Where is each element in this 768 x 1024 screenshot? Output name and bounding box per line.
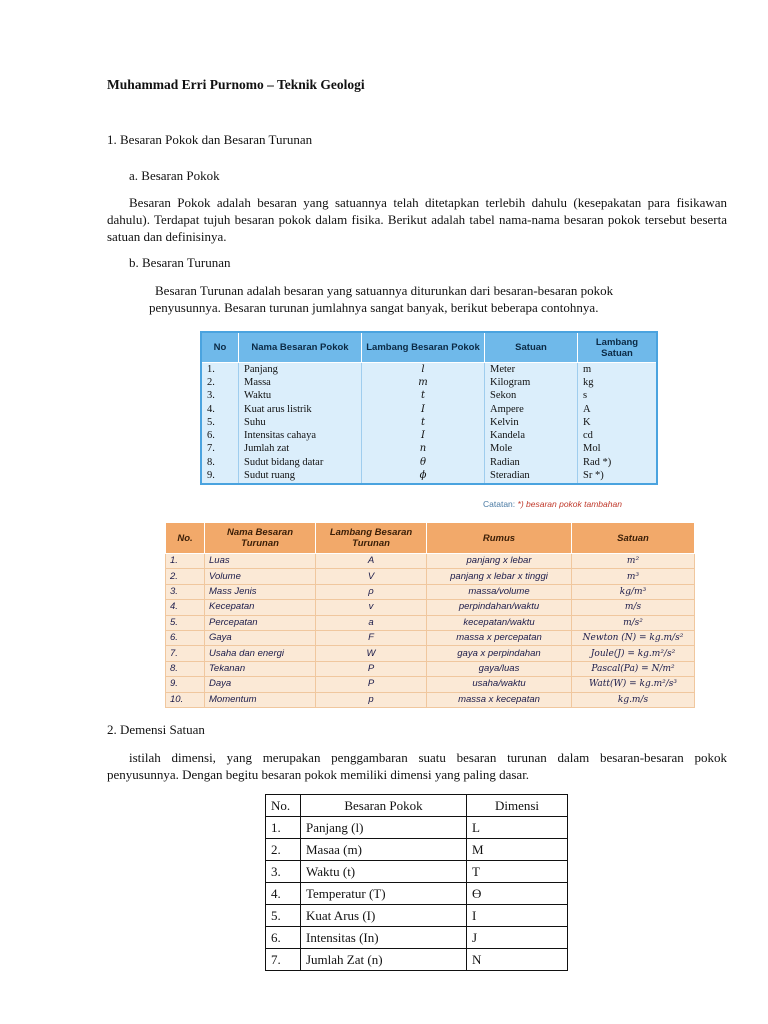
- table-cell: Steradian: [485, 469, 578, 483]
- table-header-row: [266, 795, 568, 817]
- table-cell: perpindahan/waktu: [427, 600, 572, 615]
- header-no: No.: [166, 523, 205, 554]
- table-cell: A: [578, 403, 658, 416]
- table-row: [166, 554, 695, 569]
- table-cell: Volume: [205, 569, 316, 584]
- table-row: [266, 949, 568, 971]
- table-cell: Intensitas (In): [301, 927, 467, 949]
- table-body: [266, 817, 568, 971]
- header-no: No: [201, 332, 239, 363]
- table-body: [166, 554, 695, 708]
- table-row: [266, 927, 568, 949]
- table-cell: t: [362, 416, 485, 429]
- table-cell: 1.: [266, 817, 301, 839]
- table-cell: gaya x perpindahan: [427, 646, 572, 661]
- table-cell: gaya/luas: [427, 661, 572, 676]
- table-cell: F: [316, 630, 427, 645]
- table-cell: ϕ: [362, 469, 485, 483]
- header-nama: Nama Besaran Pokok: [239, 332, 362, 363]
- table-cell: Ampere: [485, 403, 578, 416]
- table-cell: 8.: [201, 456, 239, 469]
- table-cell: Masaa (m): [301, 839, 467, 861]
- table-cell: T: [467, 861, 568, 883]
- table-cell: Sr *): [578, 469, 658, 483]
- table-header-row: [201, 332, 657, 363]
- table-cell: I: [362, 429, 485, 442]
- table-cell: m/s: [572, 600, 695, 615]
- subsection-b-heading: b. Besaran Turunan: [129, 255, 231, 270]
- table-cell: 8.: [166, 661, 205, 676]
- table-header-row: [166, 523, 695, 554]
- header-lambang: Lambang Besaran Pokok: [362, 332, 485, 363]
- table-cell: m³: [572, 569, 695, 584]
- table-cell: t: [362, 390, 485, 403]
- section-2-heading: 2. Demensi Satuan: [107, 722, 205, 737]
- table-row: [201, 456, 657, 469]
- table-row: [166, 630, 695, 645]
- table-cell: 7.: [201, 443, 239, 456]
- document-title: Muhammad Erri Purnomo – Teknik Geologi: [107, 77, 365, 92]
- table-cell: 5.: [201, 416, 239, 429]
- table-cell: θ: [362, 456, 485, 469]
- table-cell: 6.: [266, 927, 301, 949]
- table-cell: ρ: [316, 584, 427, 599]
- table-cell: Temperatur (T): [301, 883, 467, 905]
- table-cell: Tekanan: [205, 661, 316, 676]
- table-cell: J: [467, 927, 568, 949]
- table-cell: Kecepatan: [205, 600, 316, 615]
- header-nama: Nama Besaran Turunan: [205, 523, 316, 554]
- table-cell: Sudut bidang datar: [239, 456, 362, 469]
- table-cell: Watt(W) = kg.m²/s³: [572, 677, 695, 692]
- table-cell: p: [316, 692, 427, 707]
- table-row: [166, 615, 695, 630]
- table-cell: Waktu (t): [301, 861, 467, 883]
- table-row: [201, 376, 657, 389]
- table-cell: kg.m/s: [572, 692, 695, 707]
- table-cell: Kilogram: [485, 376, 578, 389]
- table-cell: 3.: [201, 390, 239, 403]
- table-row: [201, 390, 657, 403]
- table-row: [266, 817, 568, 839]
- table-cell: m/s²: [572, 615, 695, 630]
- table-cell: L: [467, 817, 568, 839]
- table-cell: Gaya: [205, 630, 316, 645]
- section-1-heading: 1. Besaran Pokok dan Besaran Turunan: [107, 132, 313, 147]
- table-dimensi: [265, 794, 568, 971]
- table-cell: Panjang (l): [301, 817, 467, 839]
- table-row: [266, 839, 568, 861]
- table-cell: Intensitas cahaya: [239, 429, 362, 442]
- table-row: [166, 677, 695, 692]
- table-row: [201, 363, 657, 377]
- table-cell: kg/m³: [572, 584, 695, 599]
- header-dimensi: Dimensi: [467, 795, 568, 817]
- header-satuan: Satuan: [572, 523, 695, 554]
- header-rumus: Rumus: [427, 523, 572, 554]
- table-cell: W: [316, 646, 427, 661]
- table-cell: 9.: [166, 677, 205, 692]
- table-cell: Radian: [485, 456, 578, 469]
- table-cell: 4.: [266, 883, 301, 905]
- table-row: [266, 861, 568, 883]
- table-row: [166, 661, 695, 676]
- table-cell: Jumlah Zat (n): [301, 949, 467, 971]
- header-lambang: Lambang Besaran Turunan: [316, 523, 427, 554]
- table-cell: Sekon: [485, 390, 578, 403]
- table-cell: 5.: [166, 615, 205, 630]
- subsection-a-heading: a. Besaran Pokok: [129, 168, 220, 183]
- table-cell: Waktu: [239, 390, 362, 403]
- table-cell: s: [578, 390, 658, 403]
- caption-label: Catatan:: [483, 499, 516, 509]
- header-no: No.: [266, 795, 301, 817]
- table-cell: massa x percepatan: [427, 630, 572, 645]
- table-cell: 3.: [266, 861, 301, 883]
- table-cell: m: [362, 376, 485, 389]
- table-cell: v: [316, 600, 427, 615]
- table-cell: Sudut ruang: [239, 469, 362, 483]
- table-cell: Kuat arus listrik: [239, 403, 362, 416]
- table-cell: Jumlah zat: [239, 443, 362, 456]
- table-row: [166, 692, 695, 707]
- table-cell: Massa: [239, 376, 362, 389]
- table-row: [201, 443, 657, 456]
- table-cell: kecepatan/waktu: [427, 615, 572, 630]
- table-cell: Luas: [205, 554, 316, 569]
- table-body: [201, 363, 657, 484]
- table-row: [201, 416, 657, 429]
- table-row: [166, 584, 695, 599]
- table-row: [266, 905, 568, 927]
- table-cell: 5.: [266, 905, 301, 927]
- table-cell: Momentum: [205, 692, 316, 707]
- table-cell: massa x kecepatan: [427, 692, 572, 707]
- table-cell: Pascal(Pa) = N/m²: [572, 661, 695, 676]
- table-cell: I: [467, 905, 568, 927]
- paragraph-besaran-pokok: Besaran Pokok adalah besaran yang satuannya telah ditetapkan terlebih dahulu (kesepakatan para fisikawan dahulu). Terdapat tujuh besaran pokok dalam fisika. Berikut adalah tabel nama-nama besaran pokok tersebut beserta satuan dan definisinya.: [107, 195, 727, 244]
- table-cell: I: [362, 403, 485, 416]
- table-caption: [483, 499, 622, 509]
- table-cell: 7.: [166, 646, 205, 661]
- table-cell: Daya: [205, 677, 316, 692]
- table-cell: 4.: [201, 403, 239, 416]
- table-cell: 2.: [166, 569, 205, 584]
- table-cell: 6.: [166, 630, 205, 645]
- table-cell: Usaha dan energi: [205, 646, 316, 661]
- table-cell: 1.: [166, 554, 205, 569]
- table-cell: 7.: [266, 949, 301, 971]
- table-cell: P: [316, 677, 427, 692]
- table-cell: m²: [572, 554, 695, 569]
- table-cell: Newton (N) = kg.m/s²: [572, 630, 695, 645]
- table-cell: 10.: [166, 692, 205, 707]
- table-cell: 6.: [201, 429, 239, 442]
- table-row: [166, 569, 695, 584]
- table-cell: cd: [578, 429, 658, 442]
- table-row: [266, 883, 568, 905]
- table-cell: 9.: [201, 469, 239, 483]
- table-cell: n: [362, 443, 485, 456]
- table-cell: K: [578, 416, 658, 429]
- table-cell: Mass Jenis: [205, 584, 316, 599]
- table-cell: P: [316, 661, 427, 676]
- table-cell: Rad *): [578, 456, 658, 469]
- table-row: [201, 403, 657, 416]
- table-cell: usaha/waktu: [427, 677, 572, 692]
- header-lambang-satuan: Lambang Satuan: [578, 332, 658, 363]
- table-cell: panjang x lebar x tinggi: [427, 569, 572, 584]
- table-cell: 2.: [201, 376, 239, 389]
- caption-note: *) besaran pokok tambahan: [517, 499, 622, 509]
- table-cell: kg: [578, 376, 658, 389]
- table-cell: Kelvin: [485, 416, 578, 429]
- table-cell: Meter: [485, 363, 578, 377]
- table-cell: V: [316, 569, 427, 584]
- table-cell: m: [578, 363, 658, 377]
- table-cell: Panjang: [239, 363, 362, 377]
- header-besaran-pokok: Besaran Pokok: [301, 795, 467, 817]
- paragraph-besaran-turunan-line-2: penyusunnya. Besaran turunan jumlahnya sangat banyak, berikut beberapa contohnya.: [149, 300, 599, 315]
- table-cell: Mole: [485, 443, 578, 456]
- table-row: [201, 469, 657, 483]
- table-cell: 1.: [201, 363, 239, 377]
- table-row: [166, 600, 695, 615]
- table-cell: a: [316, 615, 427, 630]
- table-cell: Joule(J) = kg.m²/s²: [572, 646, 695, 661]
- table-besaran-pokok: [200, 331, 658, 485]
- table-cell: Percepatan: [205, 615, 316, 630]
- table-cell: l: [362, 363, 485, 377]
- table-cell: Kandela: [485, 429, 578, 442]
- table-cell: 2.: [266, 839, 301, 861]
- table-cell: Mol: [578, 443, 658, 456]
- paragraph-dimensi: istilah dimensi, yang merupakan penggambaran suatu besaran turunan dalam besaran-besaran pokok penyusunnya. Dengan begitu besaran pokok memiliki dimensi yang paling dasar.: [107, 750, 727, 782]
- table-row: [201, 429, 657, 442]
- table-cell: ϴ: [467, 883, 568, 905]
- header-satuan: Satuan: [485, 332, 578, 363]
- table-cell: Kuat Arus (I): [301, 905, 467, 927]
- table-cell: A: [316, 554, 427, 569]
- table-cell: 3.: [166, 584, 205, 599]
- table-besaran-turunan: [165, 522, 695, 708]
- table-cell: massa/volume: [427, 584, 572, 599]
- table-row: [166, 646, 695, 661]
- table-cell: M: [467, 839, 568, 861]
- table-cell: 4.: [166, 600, 205, 615]
- table-cell: N: [467, 949, 568, 971]
- table-cell: panjang x lebar: [427, 554, 572, 569]
- paragraph-besaran-turunan-line-1: Besaran Turunan adalah besaran yang satuannya diturunkan dari besaran-besaran pokok: [155, 283, 614, 298]
- table-cell: Suhu: [239, 416, 362, 429]
